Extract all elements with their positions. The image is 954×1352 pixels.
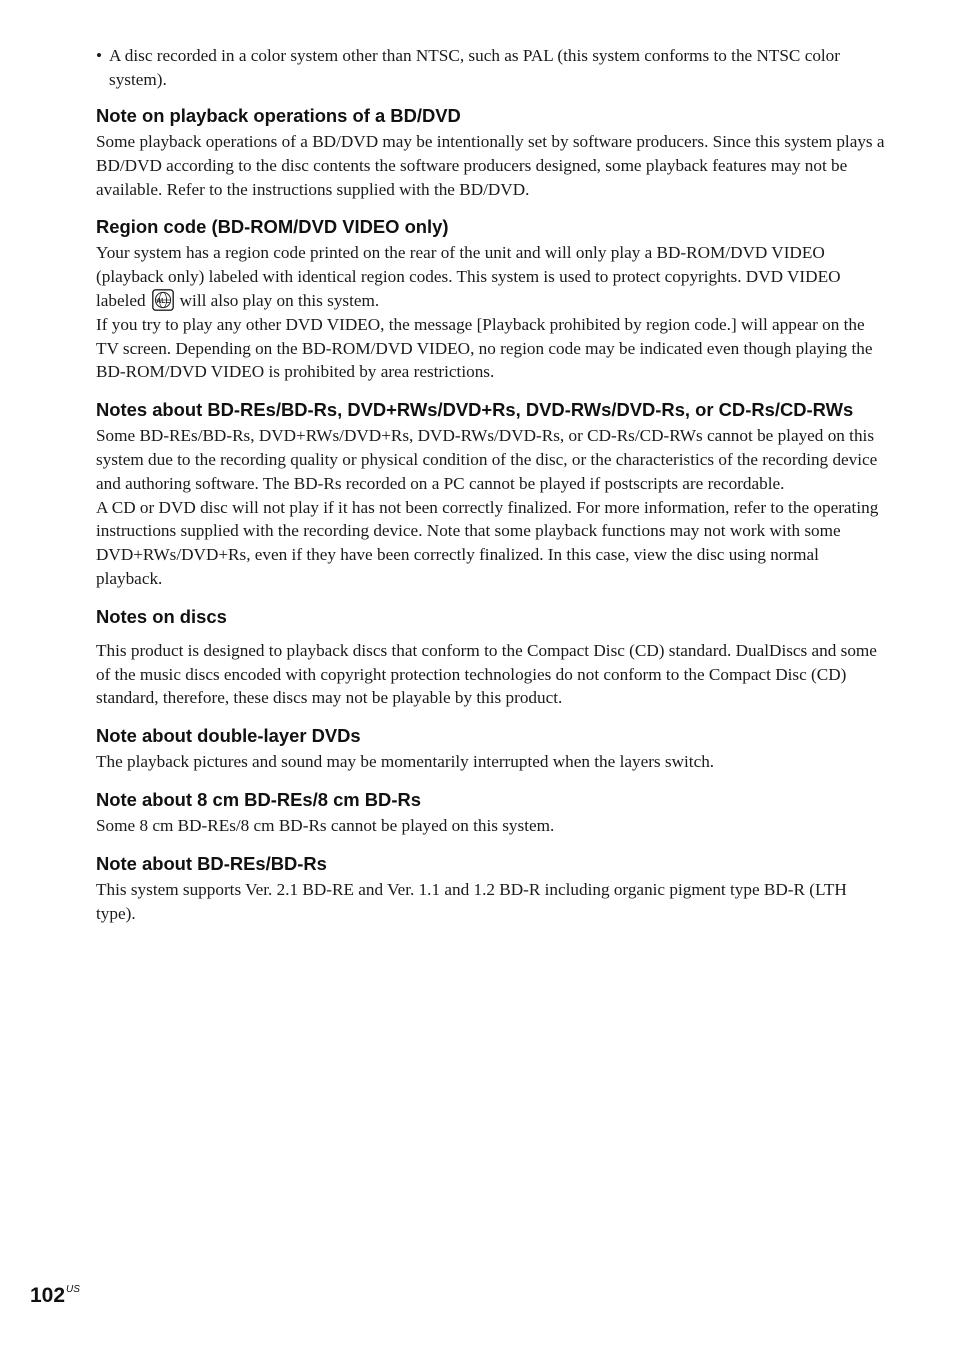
section-body: This system supports Ver. 2.1 BD-RE and Ver. 1.1 and 1.2 BD-R including organic pigment type BD-R (LTH type). bbox=[96, 879, 847, 923]
section-heading: Region code (BD-ROM/DVD VIDEO only) bbox=[96, 216, 449, 238]
region-all-icon bbox=[152, 289, 174, 311]
section-8cm-discs bbox=[96, 787, 886, 838]
section-heading: Note about 8 cm BD-REs/8 cm BD-Rs bbox=[96, 788, 421, 810]
section-heading: Note about double-layer DVDs bbox=[96, 725, 361, 747]
section-region-code bbox=[96, 214, 886, 384]
svg-text:ALL: ALL bbox=[155, 297, 170, 305]
section-recordable-discs bbox=[96, 397, 886, 591]
body-text-after-icon: will also play on this system. bbox=[179, 290, 380, 310]
section-bd-re-bd-r bbox=[96, 851, 886, 926]
section-body: This product is designed to playback discs that conform to the Compact Disc (CD) standard. DualDiscs and some of the music discs encoded with copyright protection technologies do not conform to the Compact Disc (CD) standard, therefore, these discs may not be playable by this product. bbox=[96, 640, 877, 708]
section-body-2: If you try to play any other DVD VIDEO, the message [Playback prohibited by region code.] will appear on the TV screen. Depending on the BD-ROM/DVD VIDEO, no region code may be indicated even though playing the BD-ROM/DVD VIDEO is prohibited by area restrictions. bbox=[96, 314, 873, 382]
section-body: Some BD-REs/BD-Rs, DVD+RWs/DVD+Rs, DVD-RWs/DVD-Rs, or CD-Rs/CD-RWs cannot be played on this system due to the recording quality or physical condition of the disc, or the characteristics of the recording device and authoring software. The BD-Rs recorded on a PC cannot be played if postscripts are recordable. bbox=[96, 426, 878, 493]
section-notes-on-discs bbox=[96, 604, 886, 710]
section-heading: Note about BD-REs/BD-Rs bbox=[96, 852, 327, 874]
section-playback-operations bbox=[96, 103, 886, 201]
bullet-item bbox=[96, 44, 886, 92]
page-number bbox=[30, 1284, 80, 1308]
body-text-before-icon: Your system has a region code printed on the rear of the unit and will only play a BD-ROM/DVD VIDEO (playback only) labeled with identical region codes. This system is used to protect copyrights. DVD VIDEO labeled bbox=[96, 243, 841, 310]
section-double-layer bbox=[96, 723, 886, 774]
section-body bbox=[96, 241, 886, 312]
section-heading: Notes on discs bbox=[96, 605, 227, 627]
section-body-2: A CD or DVD disc will not play if it has not been correctly finalized. For more information, refer to the operating instructions supplied with the recording device. Note that some playback functions may not work with some DVD+RWs/DVD+Rs, even if they have been correctly finalized. In this case, view the disc using normal playback. bbox=[96, 497, 879, 588]
section-heading: Note on playback operations of a BD/DVD bbox=[96, 105, 461, 126]
page-region-suffix: US bbox=[66, 1284, 80, 1295]
section-body: Some 8 cm BD-REs/8 cm BD-Rs cannot be played on this system. bbox=[96, 815, 555, 835]
page-number-value: 102 bbox=[30, 1284, 66, 1307]
section-heading: Notes about BD-REs/BD-Rs, DVD+RWs/DVD+Rs, DVD-RWs/DVD-Rs, or CD-Rs/CD-RWs bbox=[96, 399, 854, 421]
bullet-text: A disc recorded in a color system other than NTSC, such as PAL (this system conforms to the NTSC color system). bbox=[109, 46, 841, 89]
section-body: The playback pictures and sound may be momentarily interrupted when the layers switch. bbox=[96, 752, 715, 772]
bullet-icon: • bbox=[96, 46, 103, 65]
page-content bbox=[96, 44, 886, 938]
section-body: Some playback operations of a BD/DVD may be intentionally set by software producers. Since this system plays a BD/DVD according to the disc contents the software producers designed, some playback features may not be available. Refer to the instructions supplied with the BD/DVD. bbox=[96, 132, 885, 199]
